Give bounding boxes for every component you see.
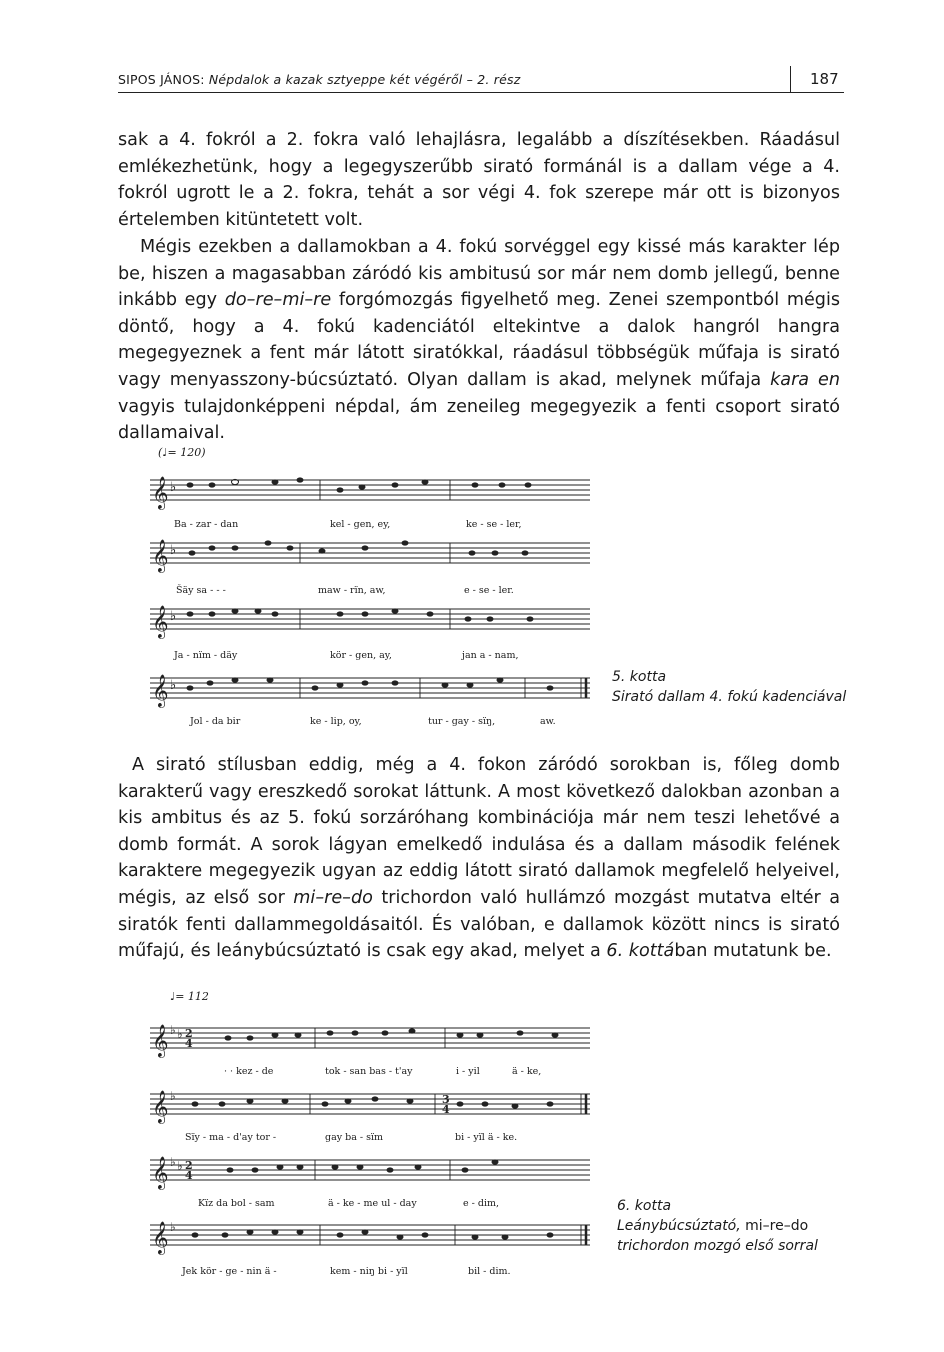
lyrics-line-4a: Jol - da bir (190, 716, 241, 727)
lyrics-line-1c: ke - se - ler, (466, 519, 522, 530)
running-header (118, 68, 844, 94)
lyrics-line-8b: kem - niŋ bi - yïl (330, 1266, 408, 1277)
lyrics-line-7c: e - dim, (463, 1198, 500, 1209)
lyrics-line-2a: Šäy sa - - - (176, 585, 226, 596)
tempo-marking-2: ♩= 112 (170, 990, 209, 1003)
caption-score-6 (617, 1196, 857, 1256)
svg-text:𝄞: 𝄞 (152, 1156, 169, 1189)
svg-text:♭: ♭ (170, 1220, 176, 1234)
lyrics-line-6a: Sïy - ma - d'ay tor - (185, 1132, 277, 1143)
lyrics-line-7b: ä - ke - me ul - day (328, 1198, 417, 1209)
svg-text:♭: ♭ (170, 543, 177, 558)
svg-text:♭: ♭ (170, 480, 177, 495)
header-author: SIPOS JÁNOS: (118, 72, 209, 87)
paragraph-2-text-a: Mégis ezekben a dallamokban a 4. fokú sorvéggel egy kissé más karakter lép be, hiszen a magasabban záródó kis ambitusú sor már nem domb jellegű, benne inkább egy (118, 237, 840, 311)
paragraph-3-text-e: ban mutatunk be. (674, 941, 832, 962)
caption-6-text-line-2: trichordon mozgó első sorral (617, 1238, 818, 1254)
svg-text:♭: ♭ (170, 1089, 176, 1103)
treble-clef-1: 𝄞 (152, 476, 169, 509)
lyrics-line-1a: Ba - zar - dan (174, 519, 239, 530)
paragraph-3 (118, 752, 840, 965)
caption-6-number: 6. kotta (617, 1198, 672, 1214)
svg-text:♭: ♭ (170, 1023, 176, 1037)
lyrics-line-3b: kör - gen, ay, (330, 650, 392, 661)
caption-6-solmization: mi–re–do (740, 1218, 809, 1234)
svg-text:𝄞: 𝄞 (152, 1221, 169, 1254)
lyrics-line-5c: i - yil (456, 1066, 480, 1077)
svg-text:𝄞: 𝄞 (152, 1090, 169, 1123)
svg-text:2: 2 (185, 1159, 193, 1172)
svg-text:2: 2 (185, 1027, 193, 1040)
staff-system-8 (150, 1225, 590, 1245)
svg-text:♭: ♭ (170, 678, 177, 693)
header-text (118, 72, 520, 87)
paragraph-3-italic-solmization: mi–re–do (293, 887, 373, 908)
lyrics-line-2b: maw - rïn, aw, (318, 585, 386, 596)
staff-system-1 (150, 480, 590, 500)
staff-system-6 (150, 1094, 590, 1114)
svg-text:𝄞: 𝄞 (152, 1024, 169, 1057)
header-divider (790, 66, 791, 92)
lyrics-line-5b: tok - san bas - t'ay (325, 1066, 413, 1077)
paragraph-3-text-a: A sirató stílusban eddig, még a 4. fokon záródó sorokban is, főleg domb karakterű vagy ereszkedő sorokat láttunk. A most következő dalokban azonban a kis ambitus és az 5. fokú sorzáróhang kombinációja már nem teszi lehetővé a domb formát. A sorok lágyan emelkedő indulása és a dallam második felének karaktere megegyezik ugyan az eddig látott sirató dallamok megfelelő helyeivel, mégis, az első sor (118, 755, 840, 908)
tempo-marking: (♩= 120) (158, 446, 206, 459)
music-score-6 (150, 990, 600, 1290)
music-score-5 (150, 446, 600, 736)
staff-system-3 (150, 609, 590, 629)
header-title: Népdalok a kazak sztyeppe két végéről – 2. rész (208, 72, 521, 87)
svg-text:4: 4 (442, 1103, 450, 1116)
caption-6-text-line-1 (617, 1216, 857, 1236)
svg-text:4: 4 (185, 1037, 193, 1050)
svg-text:♭: ♭ (170, 1155, 176, 1169)
treble-clef-2: 𝄞 (152, 539, 169, 572)
lyrics-line-3c: jan a - nam, (462, 650, 519, 661)
lyrics-line-1b: kel - gen, ey, (330, 519, 391, 530)
lyrics-line-4d: aw. (540, 716, 556, 727)
lyrics-line-5a: · · kez - de (224, 1066, 274, 1077)
caption-score-5 (612, 667, 852, 707)
paragraph-2-italic-genre: kara en (770, 369, 840, 390)
treble-clef-4: 𝄞 (152, 674, 169, 707)
svg-text:♭: ♭ (170, 609, 177, 624)
paragraph-2 (118, 234, 840, 447)
staff-system-7 (150, 1160, 590, 1180)
lyrics-line-2c: e - se - ler. (464, 585, 514, 596)
lyrics-line-8c: bil - dim. (468, 1266, 511, 1277)
page-number: 187 (810, 70, 839, 88)
lyrics-line-7a: Kïz da bol - sam (198, 1198, 275, 1209)
paragraph-3-italic-reference: 6. kottá (606, 941, 675, 962)
svg-text:♭: ♭ (177, 1159, 183, 1173)
caption-6-genre: Leánybúcsúztató, (617, 1218, 741, 1234)
staff-system-5 (150, 1028, 590, 1048)
caption-5-text: Sirató dallam 4. fokú kadenciával (612, 689, 847, 705)
svg-text:♭: ♭ (177, 1027, 183, 1041)
header-rule (118, 92, 844, 93)
lyrics-line-4c: tur - gay - sïŋ, (428, 716, 496, 727)
svg-text:3: 3 (442, 1093, 450, 1106)
treble-clef-3: 𝄞 (152, 605, 169, 638)
paragraph-3-text-c: trichordon való hullámzó mozgást mutatva eltér a siratók fenti dallammegoldásaitól. És valóban, e dallamok között nincs is sirató műfajú, és leánybúcsúztató is csak egy akad, melyet a (118, 887, 840, 962)
lyrics-line-3a: Ja - nïm - däy (174, 650, 238, 661)
lyrics-line-6c: bi - yïl ä - ke. (455, 1132, 518, 1143)
lyrics-line-5d: ä - ke, (512, 1066, 542, 1077)
svg-text:4: 4 (185, 1169, 193, 1182)
lyrics-line-8a: Jek kör - ge - nin ä - (182, 1266, 277, 1277)
paragraph-2-italic-solmization: do–re–mi–re (224, 290, 332, 311)
paragraph-2-text-c: forgómozgás figyelhető meg. Zenei szempontból mégis döntő, hogy a 4. fokú kadenciától eltekintve a dalok hangról hangra megegyeznek a fent már látott siratókkal, ráadásul többségük műfaja is sirató vagy menyasszony-búcsúztató. Olyan dallam is akad, melynek műfaja (118, 290, 841, 390)
paragraph-2-text-e: vagyis tulajdonképpeni népdal, ám zeneileg megegyezik a fenti csoport sirató dallamaival. (118, 396, 840, 444)
lyrics-line-6b: gay ba - sïm (325, 1132, 384, 1143)
staff-system-4 (150, 678, 590, 698)
paragraph-1: sak a 4. fokról a 2. fokra való lehajlásra, legalább a díszítésekben. Ráadásul emlékezhetünk, hogy a legegyszerűbb sirató formánál is a dallam vége a 4. fokról ugrott le a 2. fokra, tehát a sor végi 4. fok szerepe már ott is bizonyos értelemben kitüntetett volt. (118, 130, 840, 230)
lyrics-line-4b: ke - lip, oy, (310, 716, 362, 727)
caption-5-number: 5. kotta (612, 669, 667, 685)
